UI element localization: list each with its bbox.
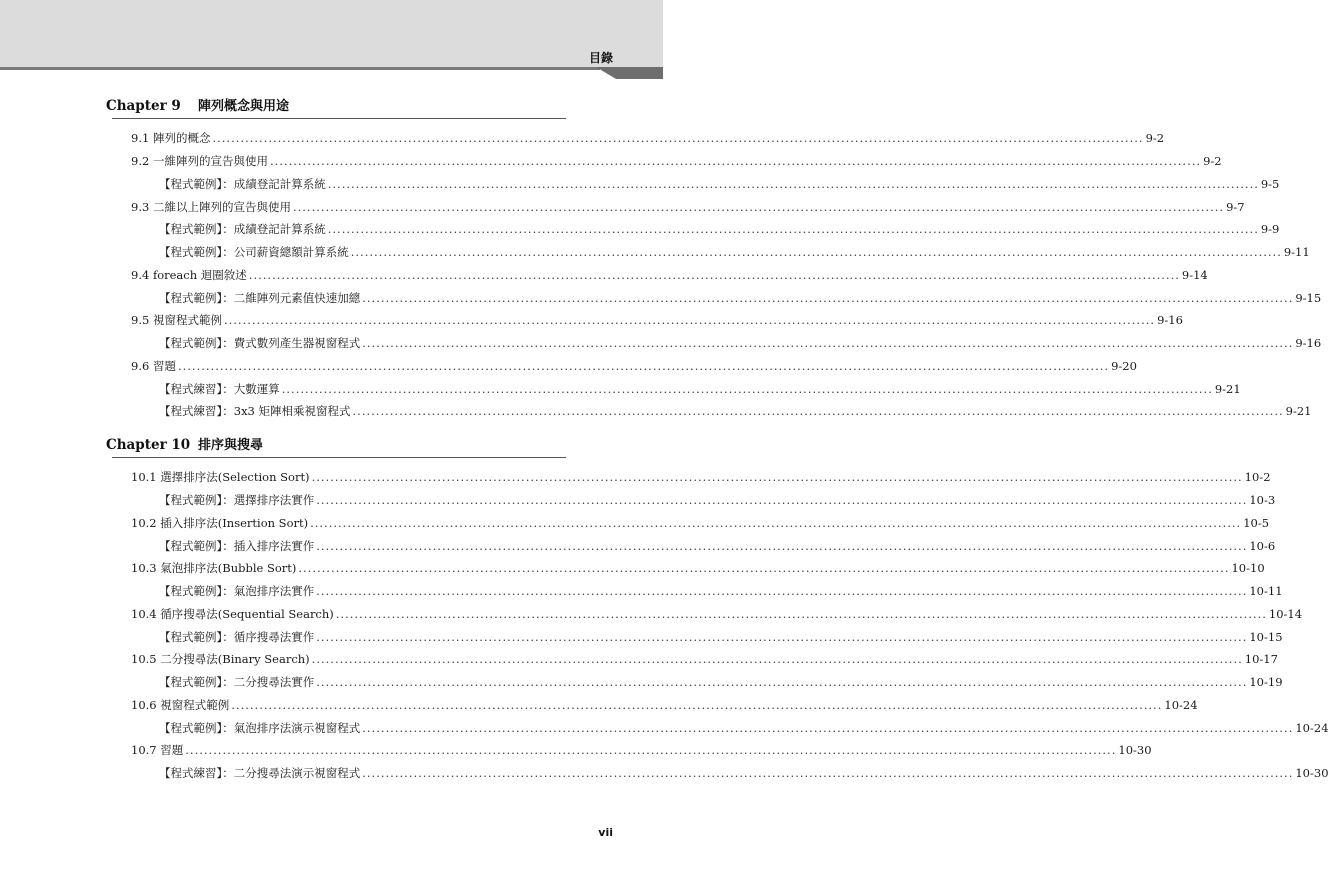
toc-entry-page: 9-20 (1111, 358, 1137, 373)
toc-entry-page: 10-11 (1249, 584, 1283, 599)
dot-leader: ........................................................................................................................................................................................................ (292, 199, 1225, 214)
dot-leader: ........................................................................................................................................................................................................ (298, 561, 1230, 576)
toc-entry-page: 10-30 (1295, 766, 1329, 781)
toc-entry-page: 9-14 (1181, 267, 1208, 282)
dot-leader: ........................................................................................................................................................................................................ (316, 584, 1248, 599)
toc-entry-page: 9-7 (1226, 199, 1245, 214)
dot-leader: ........................................................................................................................................................................................................ (311, 652, 1243, 667)
toc-entry-label: 9.5 視窗程式範例 (131, 313, 222, 328)
dot-leader: ........................................................................................................................................................................................................ (281, 381, 1213, 396)
dot-leader: ........................................................................................................................................................................................................ (316, 629, 1248, 644)
toc-entry-label: 9.2 一維陣列的宣告與使用 (131, 154, 268, 169)
toc-entry-label: 9.6 習題 (131, 358, 176, 373)
toc-entry-list (106, 466, 1329, 785)
toc-entry-page: 10-2 (1244, 470, 1271, 485)
toc-entry-label: 【程式練習】：大數運算 (159, 381, 280, 396)
dot-leader: ........................................................................................................................................................................................................ (362, 720, 1294, 735)
toc-entry[interactable] (106, 264, 1208, 287)
dot-leader: ........................................................................................................................................................................................................ (362, 290, 1294, 305)
chapter-section (106, 431, 1329, 785)
chapter-number: Chapter 9 (106, 98, 181, 114)
toc-entry-label: 10.2 插入排序法(Insertion Sort) (131, 515, 309, 530)
toc-entry-page: 10-30 (1118, 743, 1152, 758)
chapter-section (106, 92, 1322, 423)
dot-leader: ........................................................................................................................................................................................................ (362, 766, 1294, 781)
toc-entry-label: 【程式範例】：氣泡排序法實作 (159, 584, 315, 599)
toc-entry[interactable] (106, 580, 1283, 603)
toc-entry[interactable] (106, 489, 1276, 512)
toc-entry-page: 9-21 (1214, 381, 1241, 396)
dot-leader: ........................................................................................................................................................................................................ (327, 222, 1259, 237)
toc-entry-label: 【程式範例】：選擇排序法實作 (159, 493, 315, 508)
toc-entry-page: 9-9 (1260, 222, 1280, 237)
toc-entry[interactable] (106, 648, 1278, 671)
toc-entry-page: 10-19 (1249, 675, 1283, 690)
toc-entry-label: 【程式範例】：成績登記計算系統 (159, 176, 326, 191)
toc-entry-label: 【程式範例】：費式數列產生器視窗程式 (159, 336, 361, 351)
toc-entry-page: 10-6 (1249, 538, 1276, 553)
toc-entry-page: 10-24 (1164, 697, 1198, 712)
page-number: vii (598, 826, 613, 839)
dot-leader: ........................................................................................................................................................................................................ (223, 313, 1156, 328)
toc-entry-label: 10.1 選擇排序法(Selection Sort) (131, 470, 310, 485)
toc-entry-label: 【程式範例】：二維陣列元素值快速加總 (159, 290, 361, 305)
toc-entry-page: 10-10 (1231, 561, 1265, 576)
toc-entry-label: 【程式範例】：二分搜尋法實作 (159, 675, 315, 690)
toc-entry-page: 9-2 (1203, 154, 1222, 169)
chapter-number: Chapter 10 (106, 437, 191, 453)
toc-entry-label: 10.6 視窗程式範例 (131, 697, 230, 712)
dot-leader: ........................................................................................................................................................................................................ (269, 154, 1202, 169)
dot-leader: ........................................................................................................................................................................................................ (350, 245, 1282, 260)
chapter-title: 陣列概念與用途 (198, 99, 290, 114)
toc-entry[interactable] (106, 739, 1152, 762)
dot-leader: ........................................................................................................................................................................................................ (316, 538, 1248, 553)
dot-leader: ........................................................................................................................................................................................................ (212, 131, 1144, 146)
toc-entry-page: 10-15 (1249, 629, 1283, 644)
toc-entry-page: 10-3 (1249, 493, 1276, 508)
toc-entry-label: 【程式範例】：循序搜尋法實作 (159, 629, 315, 644)
toc-entry-page: 10-14 (1268, 606, 1303, 621)
chapter-heading (106, 92, 560, 114)
dot-leader: ........................................................................................................................................................................................................ (316, 493, 1248, 508)
toc-entry-label: 10.4 循序搜尋法(Sequential Search) (131, 606, 334, 621)
toc-entry-page: 9-2 (1145, 131, 1165, 146)
header-rule (0, 67, 600, 70)
toc-entry[interactable] (106, 173, 1280, 196)
toc-entry[interactable] (106, 557, 1265, 580)
dot-leader: ........................................................................................................................................................................................................ (327, 176, 1259, 191)
header-band (0, 0, 663, 67)
dot-leader: ........................................................................................................................................................................................................ (248, 267, 1180, 282)
header-tab-decoration (596, 67, 663, 79)
chapter-rule (112, 457, 566, 458)
chapter-rule (112, 118, 566, 119)
toc-entry-label: 【程式練習】：二分搜尋法演示視窗程式 (159, 766, 361, 781)
toc-entry[interactable] (106, 466, 1271, 489)
toc-entry[interactable] (106, 400, 1312, 423)
toc-entry-label: 【程式練習】：3x3 矩陣相乘視窗程式 (159, 404, 351, 419)
toc-entry-label: 【程式範例】：公司薪資總額計算系統 (159, 245, 349, 260)
toc-entry-label: 【程式範例】：氣泡排序法演示視窗程式 (159, 720, 361, 735)
toc-entry-label: 10.7 習題 (131, 743, 184, 758)
toc-entry[interactable] (106, 625, 1283, 648)
toc-entry[interactable] (106, 286, 1322, 309)
dot-leader: ........................................................................................................................................................................................................ (362, 336, 1294, 351)
toc-entry-page: 9-11 (1283, 245, 1310, 260)
toc-entry-label: 【程式範例】：插入排序法實作 (159, 538, 315, 553)
toc-entry-page: 9-16 (1157, 313, 1183, 328)
toc-entry-page: 10-24 (1295, 720, 1329, 735)
running-header-title: 目錄 (588, 51, 613, 65)
toc-entry[interactable] (106, 127, 1165, 150)
dot-leader: ........................................................................................................................................................................................................ (177, 358, 1110, 373)
dot-leader: ........................................................................................................................................................................................................ (335, 606, 1267, 621)
toc-entry-page: 10-17 (1244, 652, 1278, 667)
dot-leader: ........................................................................................................................................................................................................ (316, 675, 1248, 690)
toc-entry[interactable] (106, 355, 1137, 378)
dot-leader: ........................................................................................................................................................................................................ (310, 515, 1242, 530)
toc-entry[interactable] (106, 534, 1276, 557)
toc-entry-page: 9-5 (1260, 176, 1280, 191)
dot-leader: ........................................................................................................................................................................................................ (185, 743, 1117, 758)
toc-entry-list (106, 127, 1322, 423)
toc-entry-label: 10.5 二分搜尋法(Binary Search) (131, 652, 310, 667)
toc-entry-page: 9-15 (1295, 290, 1322, 305)
toc-entry[interactable] (106, 150, 1222, 173)
chapter-heading (106, 431, 560, 453)
dot-leader: ........................................................................................................................................................................................................ (231, 697, 1163, 712)
toc-entry-page: 9-16 (1295, 336, 1322, 351)
toc-entry-label: 9.1 陣列的概念 (131, 131, 211, 146)
toc-entry[interactable] (106, 603, 1303, 626)
toc-entry[interactable] (106, 694, 1198, 717)
chapter-title: 排序與搜尋 (198, 438, 264, 453)
toc-entry-label: 10.3 氣泡排序法(Bubble Sort) (131, 561, 297, 576)
toc-entry-label: 【程式範例】：成績登記計算系統 (159, 222, 326, 237)
toc-entry[interactable] (106, 332, 1322, 355)
dot-leader: ........................................................................................................................................................................................................ (311, 470, 1243, 485)
toc-entry-label: 9.3 二維以上陣列的宣告與使用 (131, 199, 291, 214)
toc-entry-page: 9-21 (1285, 404, 1312, 419)
toc-entry[interactable] (106, 309, 1183, 332)
toc-entry[interactable] (106, 716, 1329, 739)
toc-entry[interactable] (106, 195, 1245, 218)
toc-entry[interactable] (106, 218, 1280, 241)
toc-entry[interactable] (106, 762, 1329, 785)
toc-entry-page: 10-5 (1243, 515, 1270, 530)
toc-entry-label: 9.4 foreach 迴圈敘述 (131, 267, 247, 282)
toc-entry[interactable] (106, 241, 1310, 264)
toc-entry[interactable] (106, 377, 1241, 400)
toc-entry[interactable] (106, 512, 1270, 535)
toc-entry[interactable] (106, 671, 1283, 694)
dot-leader: ........................................................................................................................................................................................................ (352, 404, 1284, 419)
